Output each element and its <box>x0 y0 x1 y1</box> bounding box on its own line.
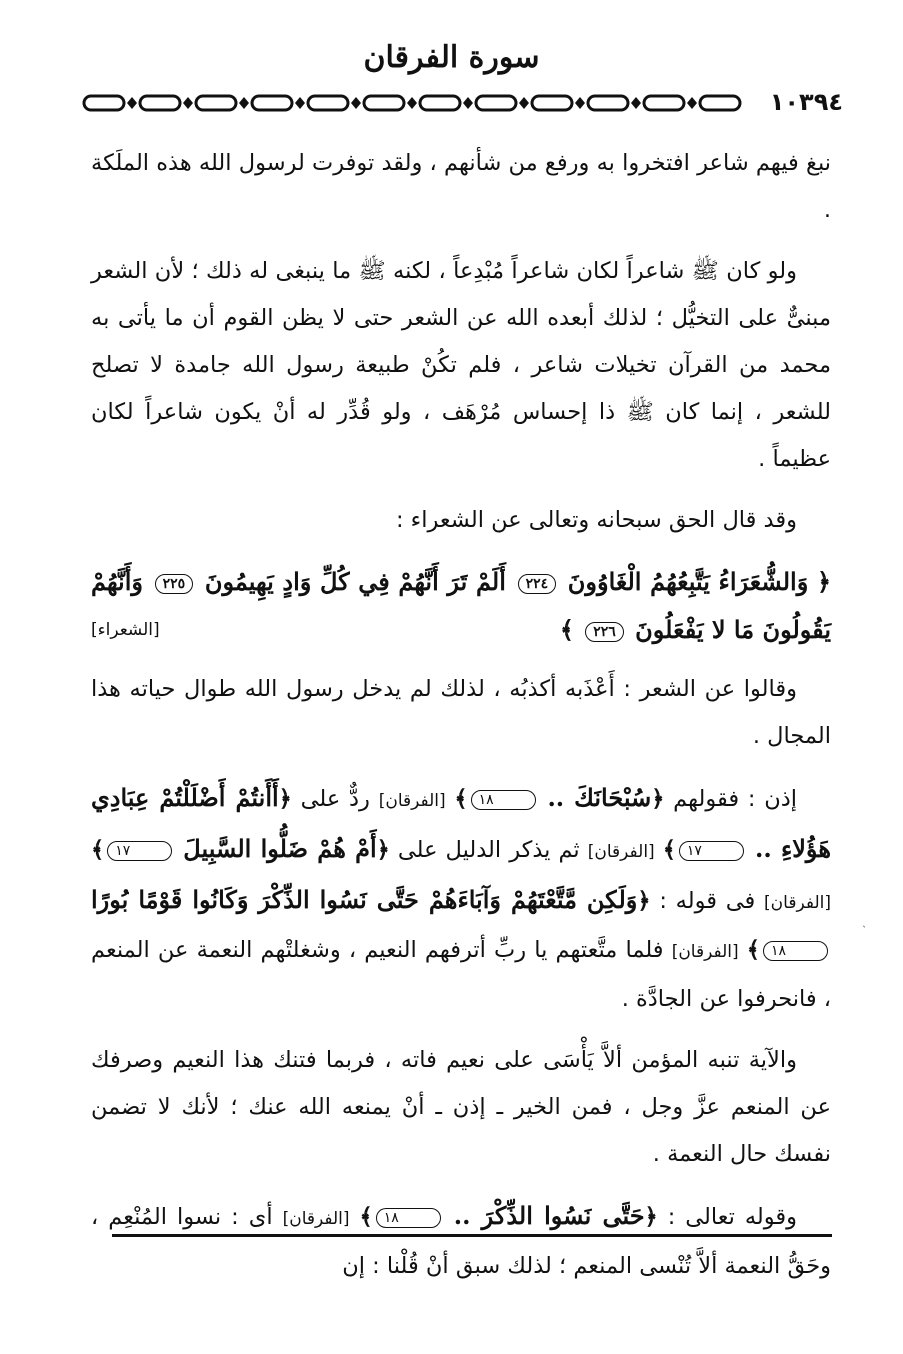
paragraph-1: نبغ فيهم شاعر افتخروا به ورفع من شأنهم ، ولقد توفرت لرسول الله هذه الملَكة . <box>91 150 831 223</box>
surah-reference: [الفرقان] <box>764 893 831 913</box>
ayah-number: ١٨ <box>471 790 536 810</box>
verse-text: حَتَّى نَسُوا الذِّكْرَ .. <box>453 1201 645 1230</box>
footer-rule <box>112 1234 832 1237</box>
prose-text: أى : نسوا المُنْعِم ، وحَقُّ النعمة ألاَّ تُنْسى المنعم ؛ لذلك سبق أنْ قُلْنا : إن <box>91 1204 831 1279</box>
verse-text: سُبْحَانَكَ .. <box>547 783 652 812</box>
quran-quote-shuara <box>91 558 831 654</box>
ornamental-header-rule <box>82 92 742 114</box>
ayah-number: ١٧ <box>107 841 172 861</box>
verse-text: أَمْ هُمْ ضَلُّوا السَّبِيلَ <box>183 834 377 863</box>
verse-open-bracket: ﴿ <box>816 567 832 596</box>
ayah-number: ٢٢٥ <box>155 574 194 594</box>
paragraph-3: وقد قال الحق سبحانه وتعالى عن الشعراء : <box>395 507 797 533</box>
paragraph-4: وقالوا عن الشعر : أَعْذَبه أكذبُه ، لذلك لم يدخل رسول الله طوال حياته هذا المجال . <box>91 676 831 749</box>
surah-reference: [الفرقان] <box>671 942 739 962</box>
page-body <box>91 140 831 1304</box>
surah-reference: [الفرقان] <box>378 791 446 811</box>
prose-text: فلما متَّعتهم يا ربِّ أترفهم النعيم ، وشغلتْهم النعمة عن المنعم ، فانحرفوا عن الجادَّة . <box>91 937 831 1012</box>
prose-text: وقوله تعالى : <box>667 1204 798 1230</box>
ayah-number: ١٧ <box>679 841 744 861</box>
paragraph-6: والآية تنبه المؤمن ألاَّ يَأْسَى على نعيم فاته ، فربما فتنك هذا النعيم وصرفك عن المنعم عزَّ وجل ، فمن الخير ـ إذن ـ أنْ يمنعه الله عنك ؛ لأنك لا تضمن نفسك حال النعمة . <box>91 1047 831 1167</box>
paragraph-7: وقوله تعالى : ﴿حَتَّى نَسُوا الذِّكْرَ .. ١٨﴾ [الفرقان] أى : نسوا المُنْعِم ، وحَقُّ النعمة ألاَّ تُنْسى المنعم ؛ لذلك سبق أنْ قُلْنا : إن <box>91 1201 831 1279</box>
paragraph-5: إذن : فقولهم ﴿سُبْحَانَكَ .. ١٨﴾ [الفرقان] ردٌّ على ﴿أَأَنتُمْ أَضْلَلْتُمْ عِبَادِي هَؤُلاءِ .. ١٧﴾ [الفرقان] ثم يذكر الدليل على ﴿أَمْ هُمْ ضَلُّوا السَّبِيلَ ١٧﴾ [الفرقان] فى قوله : ﴿وَلَكِن مَّتَّعْتَهُمْ وَآبَاءَهُمْ حَتَّى نَسُوا الذِّكْرَ وَكَانُوا قَوْمًا بُورًا ١٨﴾ [الفرقان] فلما متَّعتهم يا ربِّ أترفهم النعيم ، وشغلتْهم النعمة عن المنعم ، فانحرفوا عن الجادَّة . <box>91 783 831 1012</box>
surah-reference: [الشعراء] <box>91 620 160 640</box>
verse-close-bracket: ﴾ <box>559 615 574 644</box>
verse-text: وَالشُّعَرَاءُ يَتَّبِعُهُمُ الْغَاوُونَ <box>567 567 809 596</box>
prose-text: إذن : فقولهم <box>673 786 798 812</box>
verse-text: أَلَمْ تَرَ أَنَّهُمْ فِي كُلِّ وَادٍ يَهِيمُونَ <box>204 567 506 596</box>
ayah-number: ١٨ <box>376 1208 441 1228</box>
prose-text: ثم يذكر الدليل على <box>397 837 580 863</box>
verse-text: وَأَنَّهُمْ يَقُولُونَ مَا لا يَفْعَلُونَ <box>91 567 831 644</box>
ayah-number: ١٨ <box>763 941 828 961</box>
ayah-number: ٢٢٤ <box>518 574 557 594</box>
margin-mark: ˴ <box>862 918 866 932</box>
surah-title: سورة الفرقان <box>363 40 540 75</box>
ayah-number: ٢٢٦ <box>585 622 624 642</box>
prose-text: ردٌّ على <box>300 786 370 812</box>
prose-text: فى قوله : <box>659 888 756 914</box>
verse-text: وَلَكِن مَّتَّعْتَهُمْ وَآبَاءَهُمْ حَتَّى نَسُوا الذِّكْرَ وَكَانُوا قَوْمًا بُورًا <box>91 885 638 914</box>
paragraph-2: ولو كان ﷺ شاعراً لكان شاعراً مُبْدِعاً ، لكنه ﷺ ما ينبغى له ذلك ؛ لأن الشعر مبنىٌّ على التخيُّل ؛ لذلك أبعده الله عن الشعر حتى لا يظن القوم أن ما يأتى به محمد من القرآن تخيلات شاعر ، فلم تكُنْ طبيعة رسول الله جامدة لا تصلح للشعر ، إنما كان ﷺ ذا إحساس مُرْهَف ، ولو قُدِّر له أنْ يكون شاعراً لكان عظيماً . <box>91 258 831 472</box>
surah-reference: [الفرقان] <box>282 1209 350 1229</box>
verse-text: أَأَنتُمْ أَضْلَلْتُمْ عِبَادِي هَؤُلاءِ .. <box>91 783 831 863</box>
page-number: ١٠٣٩٤ <box>769 88 843 116</box>
surah-reference: [الفرقان] <box>587 842 655 862</box>
